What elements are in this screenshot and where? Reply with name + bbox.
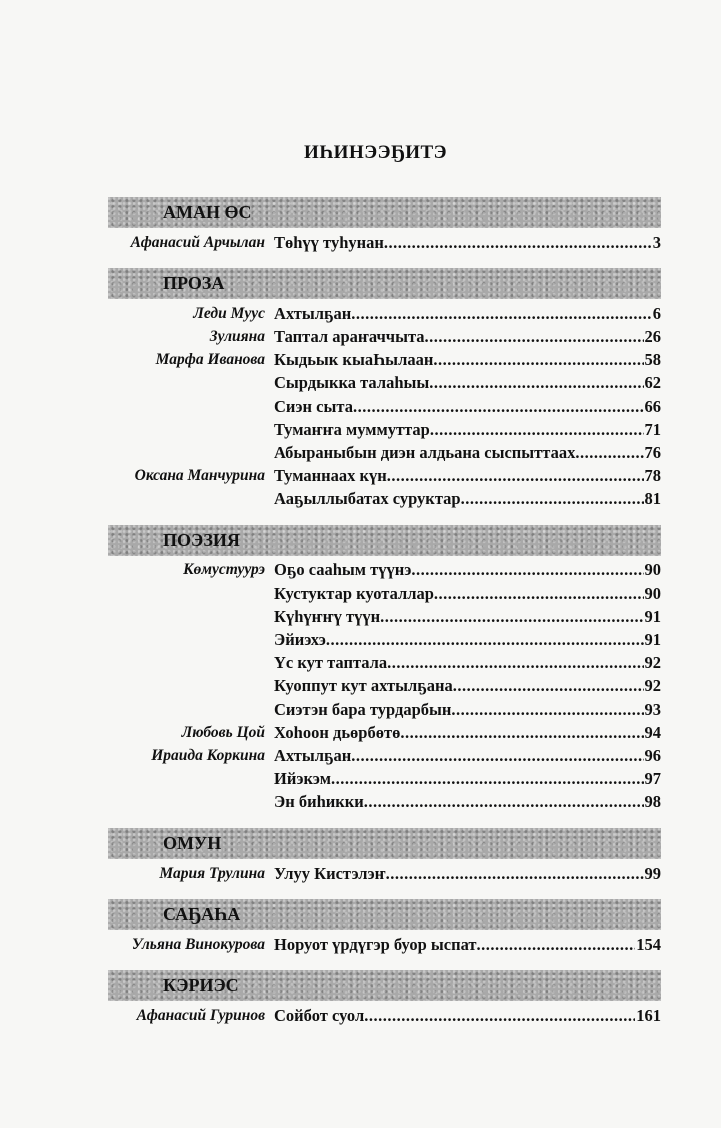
leader-dots: [575, 443, 643, 463]
entry-title: Ахтылҕан: [274, 745, 352, 765]
entry-page-number: 154: [636, 934, 661, 954]
toc-entry: [108, 698, 661, 721]
entry-page-number: 161: [636, 1005, 661, 1025]
section-heading: АМАН ӨС: [108, 197, 661, 228]
entry-title: Сиэн сыта: [274, 396, 353, 416]
leader-dots: [387, 466, 644, 486]
table-of-contents: [108, 197, 661, 1034]
entry-title: Хоһоон дьөрбөтө: [274, 722, 401, 742]
leader-dots: [331, 769, 644, 789]
entry-title: Ахтылҕан: [274, 303, 352, 323]
entry-page-number: 99: [644, 863, 661, 883]
toc-entry: [108, 395, 661, 418]
entry-title: Сырдыкка талаһыы: [274, 373, 430, 393]
entry-author: Зулияна: [209, 327, 265, 345]
toc-section: [108, 970, 661, 1033]
leader-dots: [351, 746, 643, 766]
entry-author: Леди Муус: [193, 304, 265, 322]
entry-page-number: 58: [644, 350, 661, 370]
leader-dots: [326, 630, 644, 650]
leader-dots: [386, 864, 644, 884]
entry-page-number: 98: [644, 792, 661, 812]
entry-page-number: 66: [644, 396, 661, 416]
entry-page-number: 76: [644, 442, 661, 462]
section-heading: КЭРИЭС: [108, 970, 661, 1001]
entry-page-number: 93: [644, 699, 661, 719]
entry-page-number: 3: [652, 232, 661, 252]
entry-page-number: 26: [644, 326, 661, 346]
entry-title: Сиэтэн бара турдарбын: [274, 699, 452, 719]
entry-page-number: 94: [644, 722, 661, 742]
entry-title: Кустуктар куоталлар: [274, 583, 434, 603]
toc-section: [108, 268, 661, 517]
leader-dots: [429, 373, 643, 393]
section-heading: ПОЭЗИЯ: [108, 525, 661, 556]
toc-entry: [108, 721, 661, 744]
leader-dots: [434, 584, 644, 604]
leader-dots: [411, 560, 643, 580]
entry-title: Абыраныбын диэн алдьана сыспыттаах: [274, 442, 576, 462]
toc-entry: [108, 231, 661, 254]
entry-page-number: 71: [644, 419, 661, 439]
entry-page-number: 92: [644, 676, 661, 696]
toc-entry: [108, 325, 661, 348]
entry-page-number: 91: [644, 606, 661, 626]
entry-title: Эн биһикки: [274, 792, 364, 812]
section-heading: ОМУН: [108, 828, 661, 859]
leader-dots: [400, 723, 643, 743]
entry-title: Төһүү туһунан: [274, 232, 384, 252]
entry-title: Туманнаах күн: [274, 466, 387, 486]
entry-title: Күһүҥҥү түүн: [274, 606, 381, 626]
toc-section: [108, 828, 661, 891]
leader-dots: [387, 653, 643, 673]
leader-dots: [364, 792, 644, 812]
entry-page-number: 97: [644, 769, 661, 789]
toc-entry: [108, 582, 661, 605]
leader-dots: [461, 489, 644, 509]
entry-title: Куоппут кут ахтылҕана: [274, 676, 453, 696]
entry-page-number: 92: [644, 653, 661, 673]
page-title: ИҺИНЭЭҔИТЭ: [303, 142, 448, 163]
entry-title: Тумаҥҥа муммуттар: [274, 419, 430, 439]
entry-author: Ираида Коркина: [151, 746, 265, 764]
leader-dots: [384, 233, 652, 253]
entry-page-number: 90: [644, 560, 661, 580]
toc-entry: [108, 768, 661, 791]
entry-page-number: 91: [644, 630, 661, 650]
toc-entry: [108, 605, 661, 628]
entry-author: Мария Трулина: [159, 864, 265, 882]
toc-entry: [108, 628, 661, 651]
entry-title: Кыдьык кыаҺылаан: [274, 350, 434, 370]
leader-dots: [364, 1006, 635, 1026]
entry-title: Үс кут таптала: [274, 653, 388, 673]
toc-entry: [108, 675, 661, 698]
entry-page-number: 78: [644, 466, 661, 486]
section-heading: САҔАҺА: [108, 899, 661, 930]
section-heading: ПРОЗА: [108, 268, 661, 299]
toc-entry: [108, 933, 661, 956]
entry-page-number: 62: [644, 373, 661, 393]
leader-dots: [477, 935, 636, 955]
entry-author: Ульяна Винокурова: [131, 935, 265, 953]
entry-page-number: 96: [644, 745, 661, 765]
toc-entry: [108, 1004, 661, 1027]
entry-title: Ааҕыллыбатах суруктар: [274, 489, 461, 509]
toc-entry: [108, 349, 661, 372]
entry-title: Сойбот суол: [274, 1005, 365, 1025]
toc-entry: [108, 441, 661, 464]
entry-title: Таптал араҥаччыта: [274, 326, 425, 346]
leader-dots: [451, 700, 643, 720]
entry-author: Любовь Цой: [181, 723, 265, 741]
toc-entry: [108, 862, 661, 885]
leader-dots: [433, 350, 643, 370]
toc-entry: [108, 418, 661, 441]
toc-entry: [108, 465, 661, 488]
leader-dots: [351, 304, 651, 324]
entry-author: Оксана Манчурина: [134, 467, 265, 485]
entry-author: Көмустуурэ: [183, 561, 265, 579]
toc-section: [108, 197, 661, 260]
entry-page-number: 6: [652, 303, 661, 323]
entry-page-number: 90: [644, 583, 661, 603]
toc-entry: [108, 302, 661, 325]
entry-author: Афанасий Арчылан: [130, 233, 265, 251]
entry-title: Оҕо сааһым түүнэ: [274, 560, 412, 580]
entry-title: Улуу Кистэлэҥ: [274, 863, 386, 883]
entry-author: Афанасий Гуринов: [136, 1006, 265, 1024]
toc-entry: [108, 744, 661, 767]
toc-entry: [108, 791, 661, 814]
entry-author: Марфа Иванова: [155, 351, 265, 369]
leader-dots: [380, 607, 643, 627]
leader-dots: [353, 397, 644, 417]
toc-entry: [108, 559, 661, 582]
toc-entry: [108, 372, 661, 395]
entry-title: Ийэкэм: [274, 769, 331, 789]
toc-section: [108, 525, 661, 820]
leader-dots: [453, 676, 644, 696]
toc-entry: [108, 652, 661, 675]
leader-dots: [425, 327, 644, 347]
leader-dots: [430, 420, 644, 440]
entry-title: Эйиэхэ: [274, 630, 326, 650]
entry-title: Норуот үрдүгэр буор ыспат: [274, 934, 477, 954]
toc-section: [108, 899, 661, 962]
toc-entry: [108, 488, 661, 511]
entry-page-number: 81: [644, 489, 661, 509]
